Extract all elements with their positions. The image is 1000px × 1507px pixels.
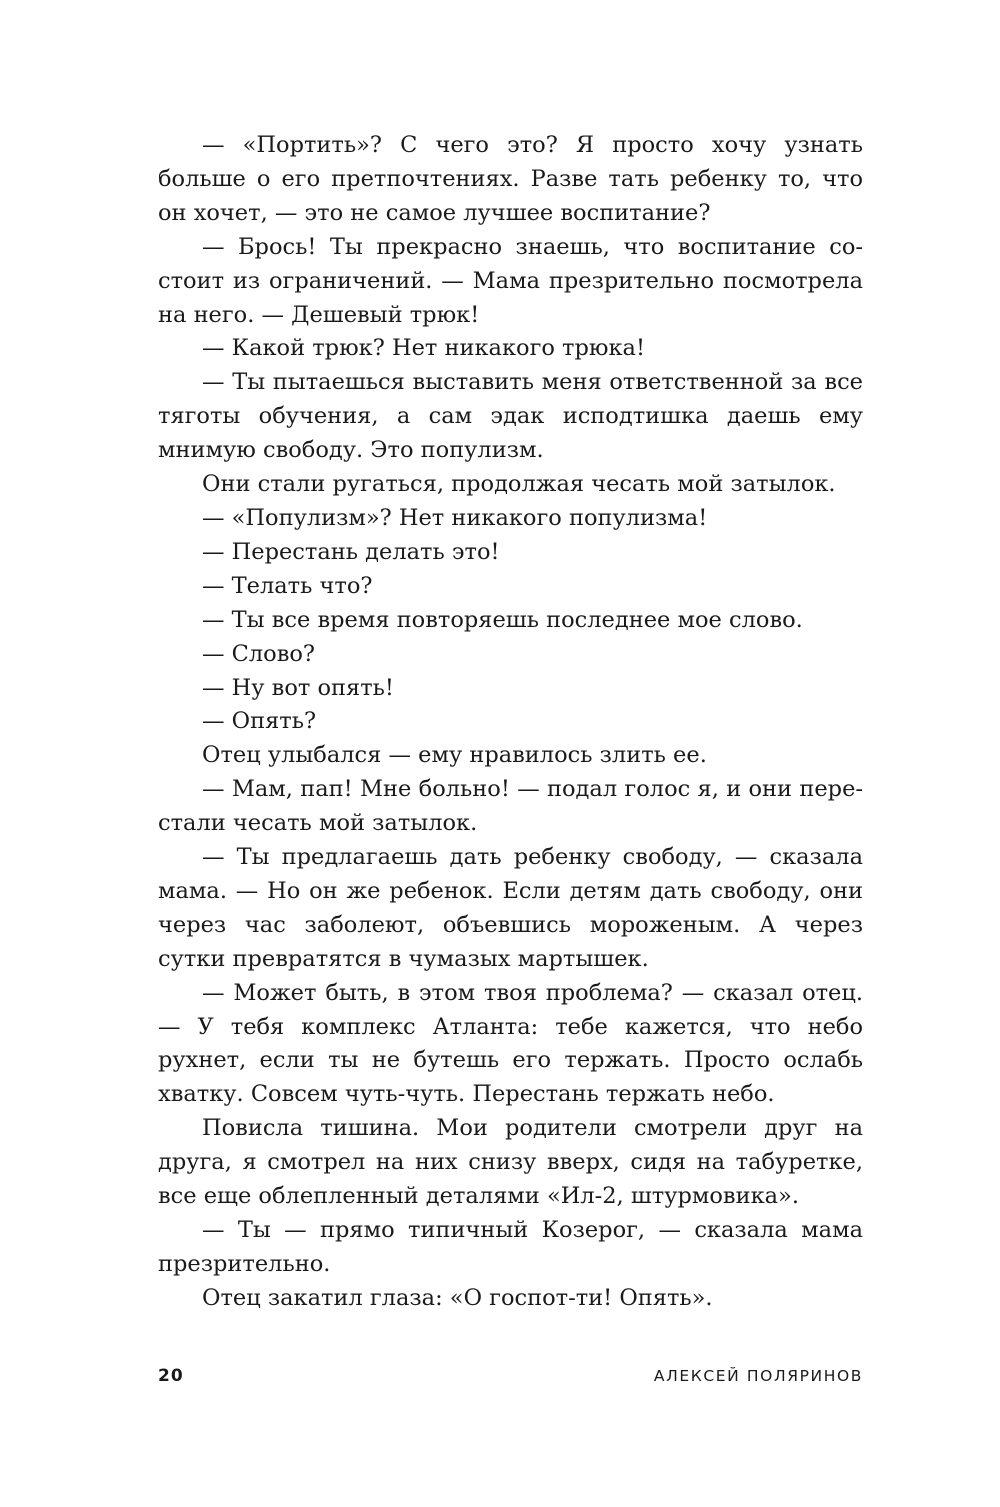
paragraph: — Ты все время повторяешь последнее мое слово.	[202, 606, 803, 633]
paragraph: Повисла тишина. Мои родители смотрели друг на друга, я смотрел на них снизу вверх, сидя на табуретке, все еще облепленный деталями «Ил-2, штурмовика».	[158, 1115, 863, 1210]
paragraph: — Мам, пап! Мне больно! — подал голос я, и они перестали чесать мой затылок.	[158, 776, 863, 837]
paragraph: — Телать что?	[202, 572, 373, 599]
paragraph: — «Популизм»? Нет никакого популизма!	[202, 504, 708, 531]
paragraph: — Опять?	[202, 708, 317, 735]
body-text	[158, 129, 863, 1316]
paragraph: Они стали ругаться, продолжая чесать мой затылок.	[202, 471, 836, 498]
paragraph: — Перестань делать это!	[202, 538, 500, 565]
paragraph: Отец улыбался — ему нравилось злить ее.	[202, 742, 707, 769]
paragraph: — «Портить»? С чего это? Я просто хочу узнать больше о его претпочтениях. Разве тать ребенку то, что он хочет, — это не самое лучшее воспитание?	[158, 132, 863, 226]
paragraph: — Брось! Ты прекрасно знаешь, что воспитание состоит из ограничений. — Мама презрительно посмотрела на него. — Дешевый трюк!	[158, 233, 863, 328]
page-number: 20	[158, 1366, 184, 1386]
paragraph: — Какой трюк? Нет никакого трюка!	[202, 335, 646, 362]
paragraph: — Слово?	[202, 640, 315, 667]
paragraph: — Ну вот опять!	[202, 674, 394, 701]
page-footer	[158, 1366, 863, 1392]
paragraph: — Ты предлагаешь дать ребенку свободу, — сказала мама. — Но он же ребенок. Если детям дать свободу, они через час заболеют, объевшись мороженым. А через сутки превратятся в чумазых мартышек.	[158, 844, 863, 972]
paragraph: — Ты пытаешься выставить меня ответственной за все тяготы обучения, а сам эдак исподтишка даешь ему мнимую свободу. Это популизм.	[158, 369, 863, 464]
paragraph: Отец закатил глаза: «О госпот-ти! Опять».	[202, 1284, 713, 1311]
paragraph: — Ты — прямо типичный Козерог, — сказала мама презрительно.	[158, 1217, 863, 1277]
paragraph: — Может быть, в этом твоя проблема? — сказал отец. — У тебя комплекс Атланта: тебе кажется, что небо рухнет, если ты не бутешь его тержать. Просто ослабь хватку. Совсем чуть-чуть. Перестань тержать небо.	[158, 979, 863, 1108]
running-head-author: АЛЕКСЕЙ ПОЛЯРИНОВ	[653, 1367, 863, 1385]
